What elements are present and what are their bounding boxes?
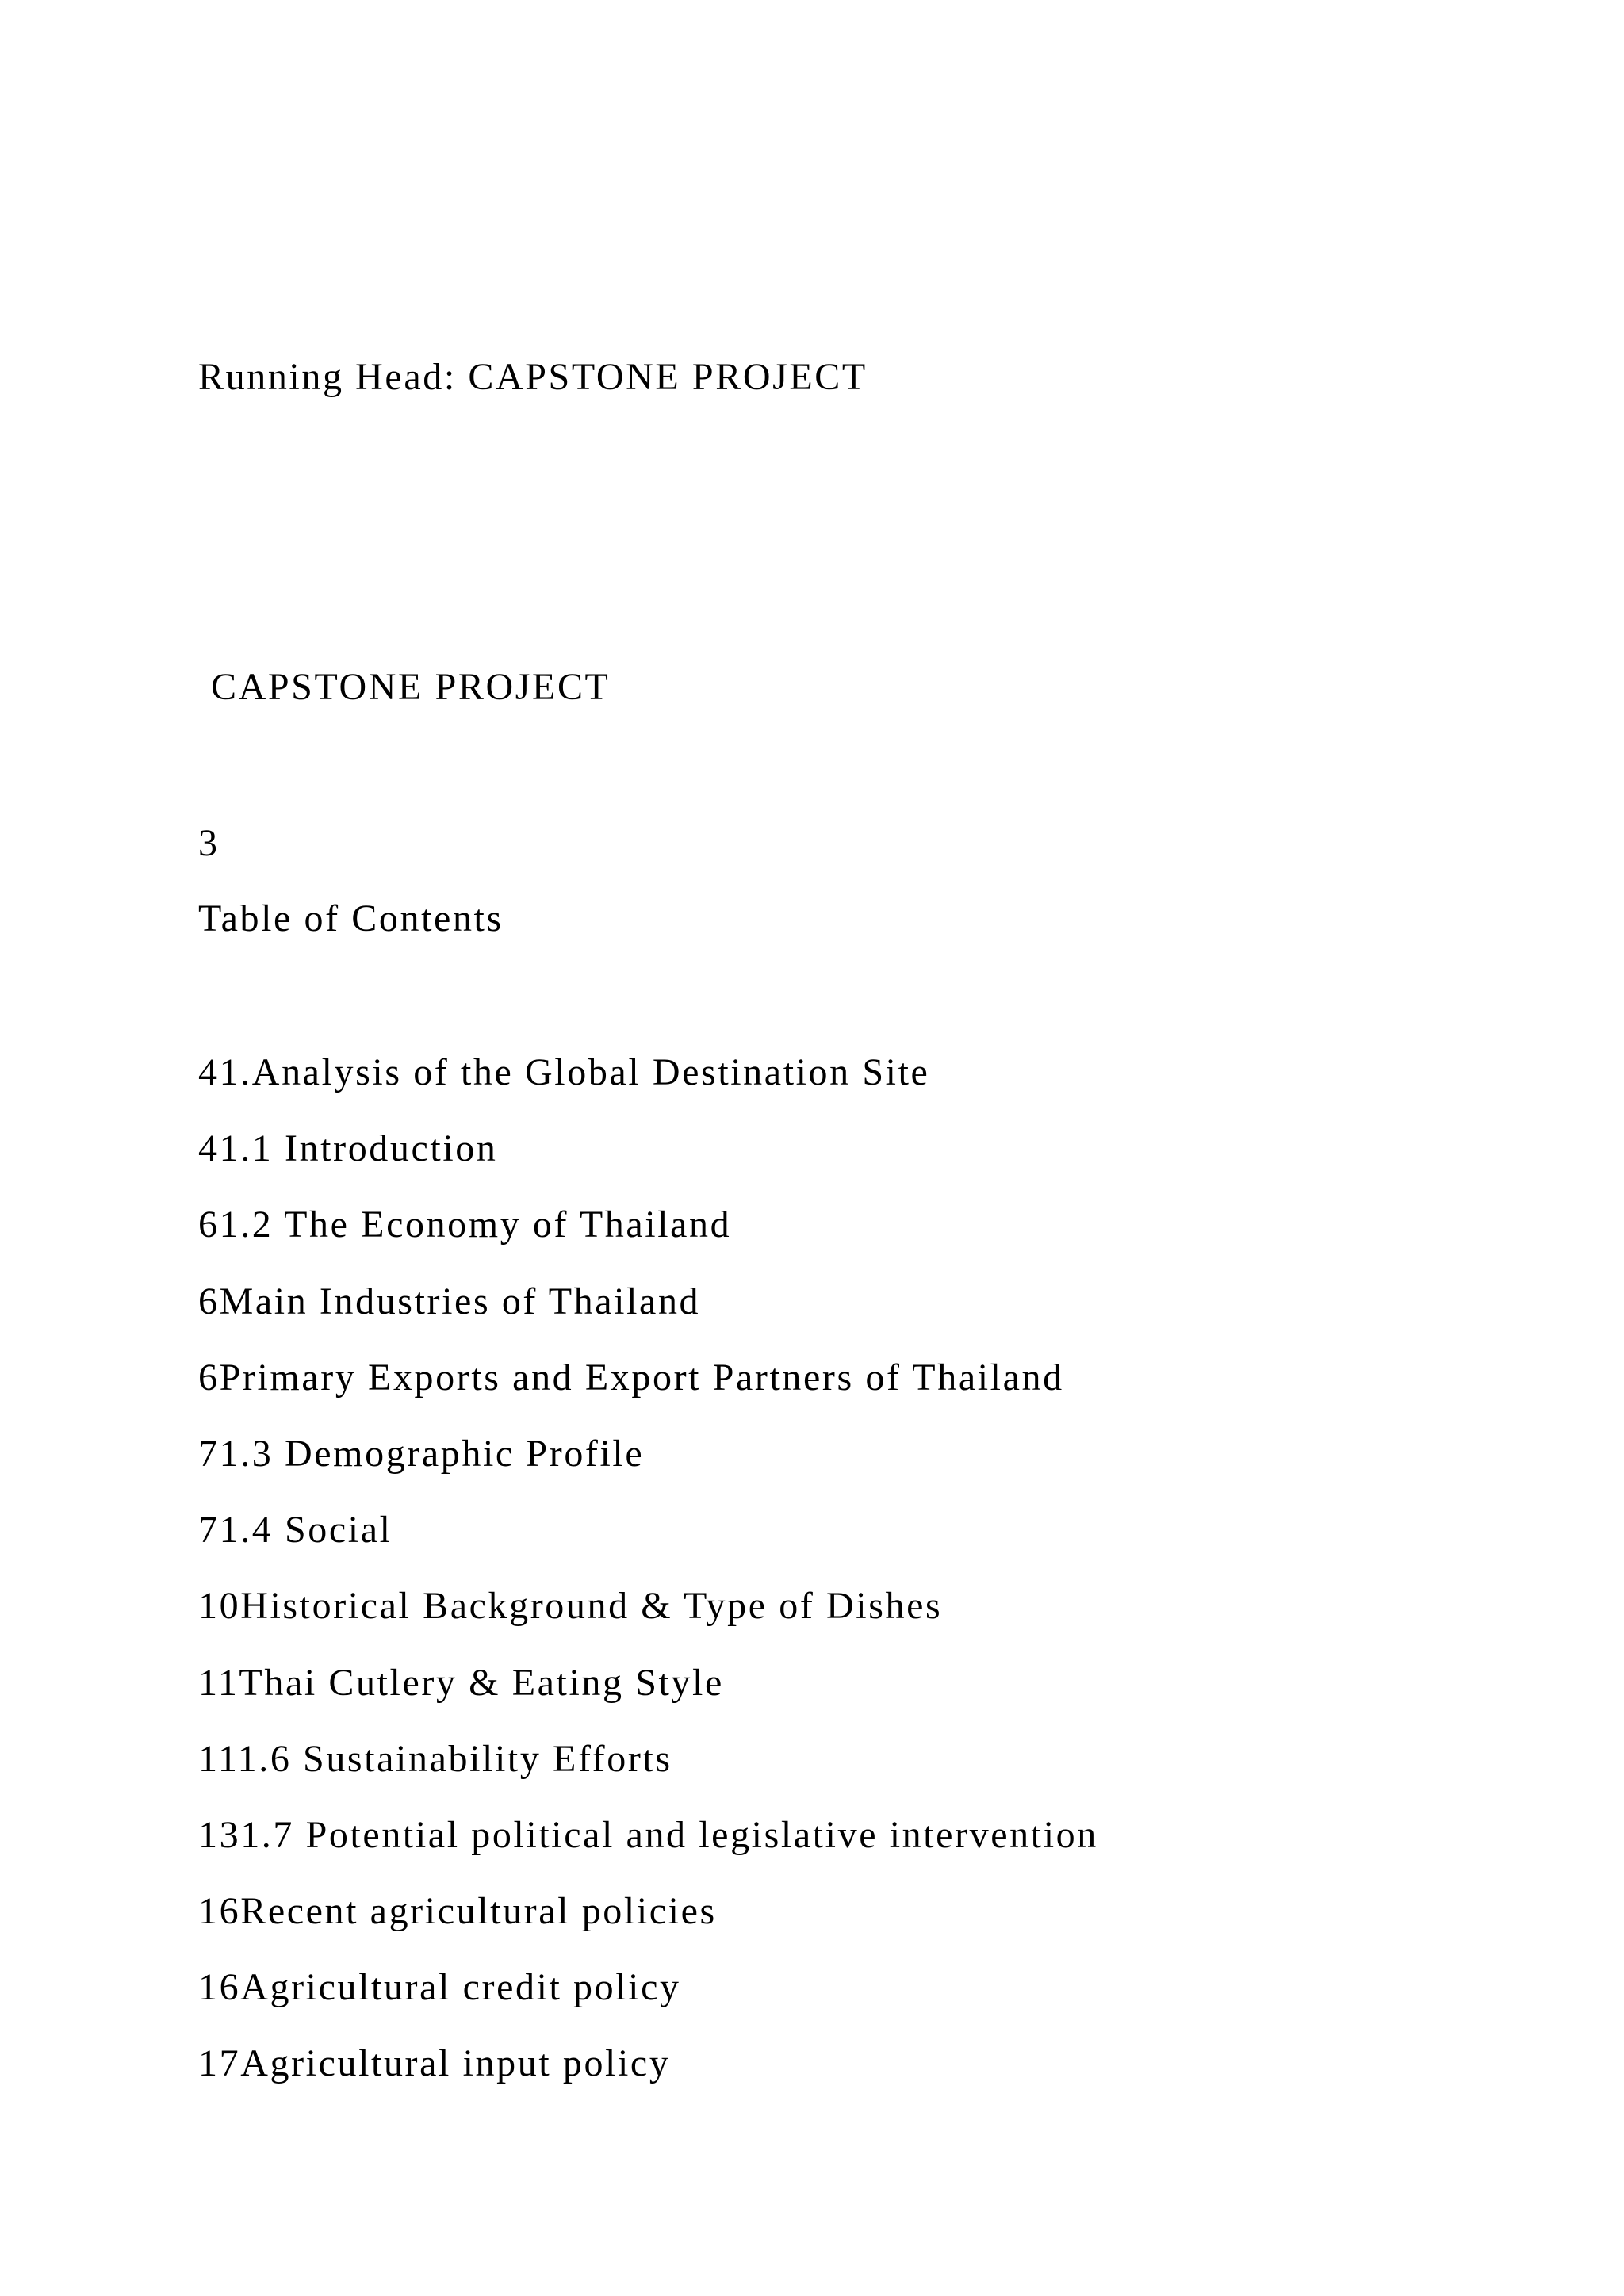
toc-entry[interactable]: 41.Analysis of the Global Destination Site (198, 1051, 930, 1093)
toc-entry[interactable]: 71.4 Social (198, 1509, 393, 1552)
document-title: CAPSTONE PROJECT (211, 666, 611, 708)
toc-entry[interactable]: 16Recent agricultural policies (198, 1890, 717, 1933)
table-of-contents (198, 1051, 1098, 2122)
toc-entry[interactable]: 17Agricultural input policy (198, 2042, 671, 2085)
toc-entry[interactable]: 10Historical Background & Type of Dishes (198, 1585, 943, 1628)
toc-entry[interactable]: 41.1 Introduction (198, 1127, 498, 1170)
page-number: 3 (198, 822, 220, 864)
toc-entry[interactable]: 16Agricultural credit policy (198, 1966, 681, 2009)
toc-entry[interactable]: 131.7 Potential political and legislative intervention (198, 1813, 1098, 1856)
toc-entry[interactable]: 71.3 Demographic Profile (198, 1432, 645, 1475)
toc-heading: Table of Contents (198, 897, 504, 939)
toc-entry[interactable]: 6Main Industries of Thailand (198, 1280, 701, 1322)
toc-entry[interactable]: 61.2 The Economy of Thailand (198, 1203, 732, 1246)
toc-entry[interactable]: 111.6 Sustainability Efforts (198, 1737, 672, 1780)
toc-entry[interactable]: 11Thai Cutlery & Eating Style (198, 1661, 724, 1704)
toc-entry[interactable]: 6Primary Exports and Export Partners of Thailand (198, 1356, 1064, 1399)
running-head: Running Head: CAPSTONE PROJECT (198, 356, 868, 398)
